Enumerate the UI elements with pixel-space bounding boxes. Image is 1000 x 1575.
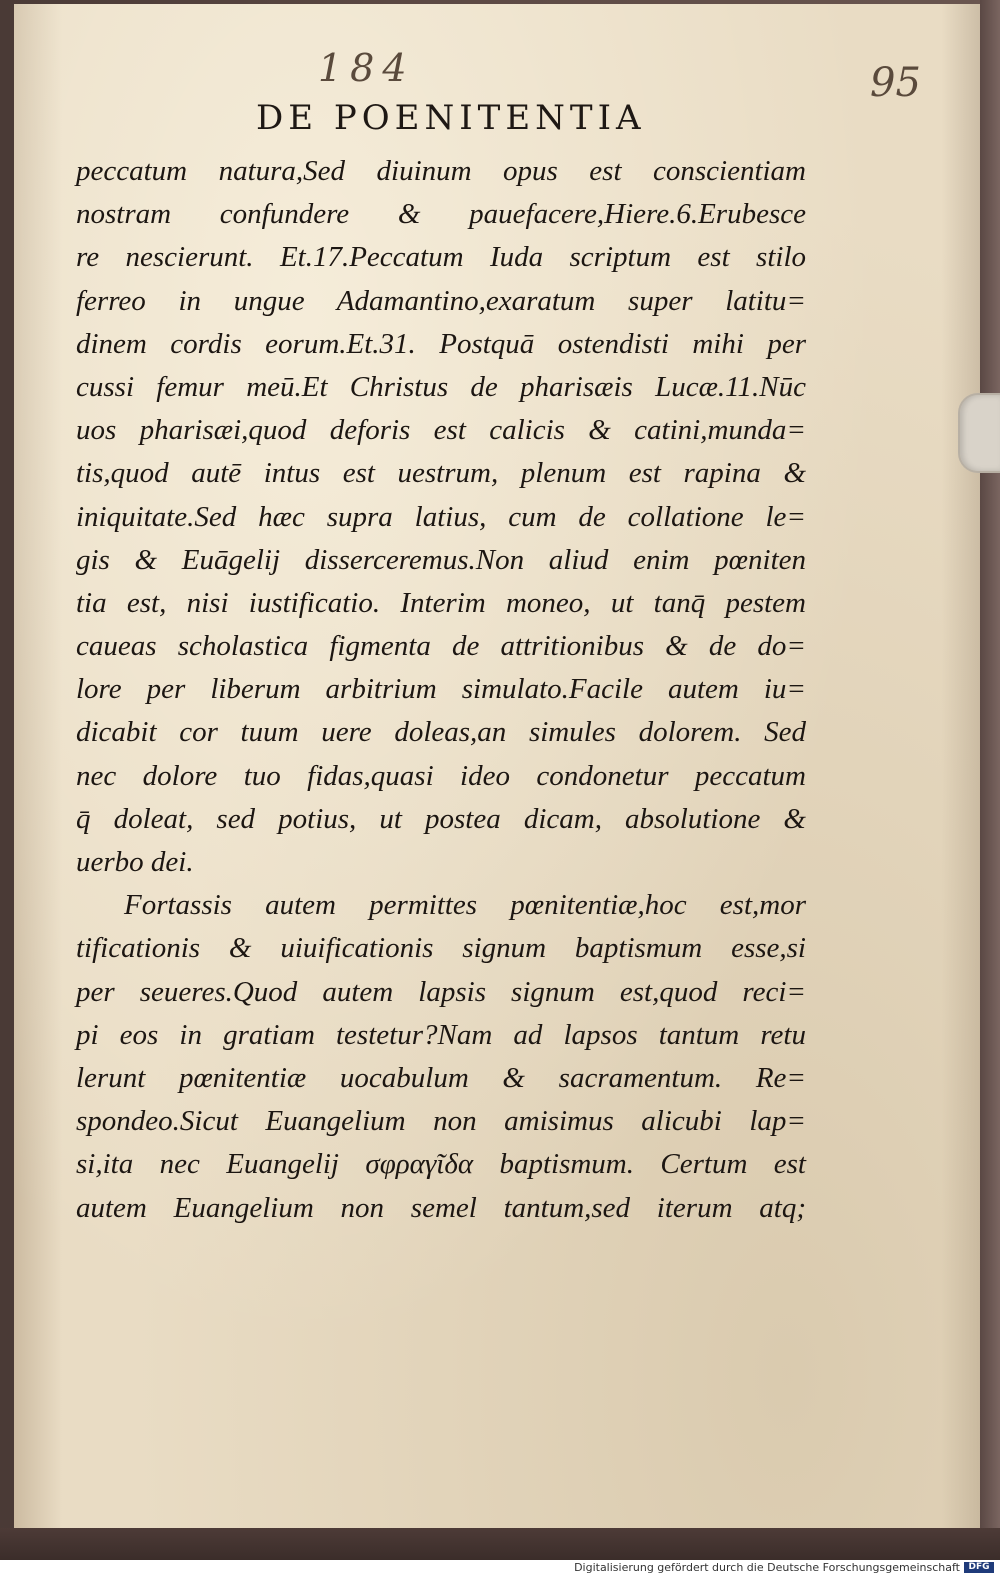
text-line: lore per liberum arbitrium simulato.Facile autem iu= (76, 673, 806, 706)
body-text (76, 150, 806, 1230)
text-line: dinem cordis eorum.Et.31. Postquā ostendisti mihi per (76, 327, 806, 360)
digitization-footer (0, 1560, 1000, 1575)
text-line: q̄ doleat, sed potius, ut postea dicam, absolutione & (76, 802, 806, 835)
text-line: pi eos in gratiam testetur?Nam ad lapsos tantum retu (76, 1018, 806, 1051)
running-head: DE POENITENTIA (256, 98, 646, 138)
text-line: per seueres.Quod autem lapsis signum est,quod reci= (76, 975, 806, 1008)
handwritten-folio-right: 95 (870, 60, 921, 106)
text-line: tis,quod autē intus est uestrum, plenum est rapina & (76, 457, 806, 490)
book-clasp (958, 393, 1000, 473)
text-line: si,ita nec Euangelij σφραγῖδα baptismum. Certum est (76, 1148, 806, 1181)
text-line: tificationis & uiuificationis signum baptismum esse,si (76, 932, 806, 965)
text-line: caueas scholastica figmenta de attritionibus & de do= (76, 630, 806, 663)
handwritten-folio-left: 184 (318, 46, 415, 90)
text-line: ferreo in ungue Adamantino,exaratum super latitu= (76, 284, 806, 317)
text-line: tia est, nisi iustificatio. Interim moneo, ut tanq̄ pestem (76, 586, 806, 619)
text-line: nostram confundere & pauefacere,Hiere.6.Erubesce (76, 198, 806, 231)
text-line: peccatum natura,Sed diuinum opus est conscientiam (76, 155, 806, 187)
dfg-logo: DFG (964, 1562, 994, 1573)
text-line: dicabit cor tuum uere doleas,an simules dolorem. Sed (76, 716, 806, 749)
text-line: Fortassis autem permittes pœnitentiæ,hoc est,mor (124, 889, 806, 922)
text-line: re nescierunt. Et.17.Peccatum Iuda scriptum est stilo (76, 241, 806, 274)
page-edge-shadow (980, 0, 1000, 1530)
text-line: gis & Euāgelij disserceremus.Non aliud enim pœniten (76, 543, 806, 576)
text-line: autem Euangelium non semel tantum,sed iterum atq; (76, 1191, 806, 1224)
text-line: nec dolore tuo fidas,quasi ideo condonetur peccatum (76, 759, 806, 792)
text-line: uerbo dei. (76, 846, 194, 878)
text-line: iniquitate.Sed hæc supra latius, cum de collatione le= (76, 500, 806, 533)
text-line: lerunt pœnitentiæ uocabulum & sacramentum. Re= (76, 1061, 806, 1094)
text-line: spondeo.Sicut Euangelium non amisimus alicubi lap= (76, 1105, 806, 1138)
text-line: cussi femur meū.Et Christus de pharisæis Lucæ.11.Nūc (76, 370, 806, 403)
funding-credit: Digitalisierung gefördert durch die Deutsche Forschungsgemeinschaft (574, 1561, 960, 1574)
book-bottom-edge (0, 1528, 1000, 1560)
text-line: uos pharisæi,quod deforis est calicis & catini,munda= (76, 414, 806, 447)
